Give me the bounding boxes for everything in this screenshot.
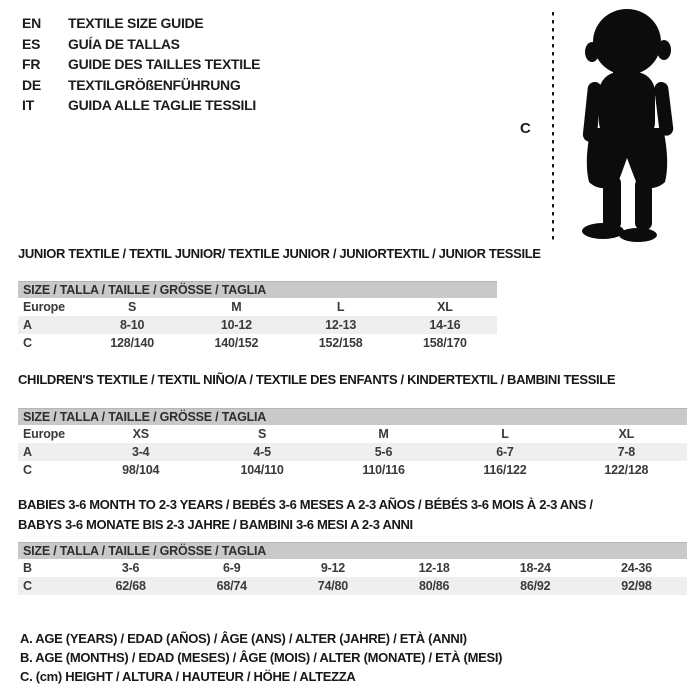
row-value: XL <box>437 300 453 314</box>
toddler-silhouette-icon <box>560 6 698 244</box>
row-value: 3-6 <box>121 561 140 575</box>
row-value: S <box>128 300 137 314</box>
section-babies <box>18 495 687 595</box>
language-code: FR <box>22 56 41 73</box>
section-title-babies <box>18 495 687 535</box>
legend-line: C. (cm) HEIGHT / ALTURA / HAUTEUR / HÖHE / ALTEZZA <box>20 669 356 684</box>
row-value: L <box>501 427 509 441</box>
row-label: Europe <box>23 300 65 314</box>
row-value: XL <box>618 427 635 441</box>
row-value: 74/80 <box>317 579 349 593</box>
row-label: C <box>23 336 32 350</box>
legend-line: A. AGE (YEARS) / EDAD (AÑOS) / ÂGE (ANS) / ALTER (JAHRE) / ETÀ (ANNI) <box>20 631 467 646</box>
row-value: XS <box>132 427 149 441</box>
size-header-bar: SIZE / TALLA / TAILLE / GRÖSSE / TAGLIA <box>18 408 687 425</box>
size-header-bar: SIZE / TALLA / TAILLE / GRÖSSE / TAGLIA <box>18 281 497 298</box>
row-value: 110/116 <box>362 463 405 477</box>
legend <box>20 629 502 686</box>
language-row-en <box>22 13 260 34</box>
row-value: 62/68 <box>115 579 146 593</box>
language-title: TEXTILE SIZE GUIDE <box>68 15 204 32</box>
row-value: 6-7 <box>496 445 514 459</box>
row-value: 9-12 <box>320 561 346 575</box>
row-label: Europe <box>23 427 65 441</box>
language-row-it <box>22 95 260 116</box>
section-title-line: BABIES 3-6 MONTH TO 2-3 YEARS / BEBÉS 3-6 MESES A 2-3 AÑOS / BÉBÉS 3-6 MOIS À 2-3 ANS / <box>18 497 593 512</box>
row-label: A <box>23 318 32 332</box>
row-value: 4-5 <box>253 445 271 459</box>
row-value: 122/128 <box>604 463 649 477</box>
language-code: IT <box>22 97 35 114</box>
row-value: 8-10 <box>120 318 145 332</box>
row-value: 7-8 <box>617 445 636 459</box>
table-row-a <box>18 443 687 461</box>
table-row-b <box>18 559 687 577</box>
language-title: GUÍA DE TALLAS <box>68 35 180 52</box>
section-title-line: JUNIOR TEXTILE / TEXTIL JUNIOR/ TEXTILE JUNIOR / JUNIORTEXTIL / JUNIOR TESSILE <box>18 246 541 261</box>
height-measure-dashed-line <box>552 12 554 242</box>
table-row-c <box>18 577 687 595</box>
row-label: C <box>23 579 32 593</box>
row-value: 104/110 <box>240 463 284 477</box>
section-junior <box>18 246 541 352</box>
row-value: 14-16 <box>429 318 461 332</box>
row-value: 12-18 <box>418 561 450 575</box>
row-value: 5-6 <box>374 445 393 459</box>
table-row-c <box>18 334 497 352</box>
table-row-europe <box>18 425 687 443</box>
language-list <box>22 13 260 116</box>
row-value: 12-13 <box>325 318 357 332</box>
section-title-children <box>18 372 687 388</box>
section-title-junior <box>18 246 541 262</box>
language-code: DE <box>22 76 42 93</box>
language-title: TEXTILGRÖßENFÜHRUNG <box>68 76 241 93</box>
row-value: 152/158 <box>318 336 363 350</box>
row-value: 98/104 <box>122 463 160 477</box>
table-row-a <box>18 316 497 334</box>
row-value: M <box>378 427 389 441</box>
row-value: 24-36 <box>620 561 652 575</box>
row-value: 92/98 <box>621 579 652 593</box>
row-label: A <box>23 445 32 459</box>
row-value: 80/86 <box>418 579 450 593</box>
table-row-europe <box>18 298 497 316</box>
row-value: S <box>258 427 267 441</box>
row-value: L <box>336 300 345 314</box>
language-row-fr <box>22 54 260 75</box>
section-title-line: BABYS 3-6 MONATE BIS 2-3 JAHRE / BAMBINI 3-6 MESI A 2-3 ANNI <box>18 517 413 532</box>
table-row-c <box>18 461 687 479</box>
section-children <box>18 372 687 479</box>
row-label: C <box>23 463 32 477</box>
language-title: GUIDE DES TAILLES TEXTILE <box>68 56 261 73</box>
row-value: 140/152 <box>214 336 259 350</box>
row-value: 128/140 <box>110 336 155 350</box>
size-table-babies <box>18 542 687 595</box>
row-value: M <box>231 300 242 314</box>
row-value: 3-4 <box>131 445 150 459</box>
size-table-children <box>18 408 687 479</box>
row-label: B <box>23 561 32 575</box>
language-code: EN <box>22 15 42 32</box>
section-title-line: CHILDREN'S TEXTILE / TEXTIL NIÑO/A / TEXTILE DES ENFANTS / KINDERTEXTIL / BAMBINI TESSILE <box>18 372 616 387</box>
language-row-es <box>22 34 260 55</box>
row-value: 68/74 <box>216 579 247 593</box>
row-value: 158/170 <box>422 336 467 350</box>
language-row-de <box>22 75 260 96</box>
language-code: ES <box>22 35 41 52</box>
row-value: 116/122 <box>483 463 527 477</box>
row-value: 6-9 <box>223 561 241 575</box>
row-value: 10-12 <box>220 318 252 332</box>
language-title: GUIDA ALLE TAGLIE TESSILI <box>68 97 256 114</box>
legend-line: B. AGE (MONTHS) / EDAD (MESES) / ÂGE (MOIS) / ALTER (MONATE) / ETÀ (MESI) <box>20 650 503 665</box>
size-header-bar: SIZE / TALLA / TAILLE / GRÖSSE / TAGLIA <box>18 542 687 559</box>
row-value: 86/92 <box>520 579 551 593</box>
row-value: 18-24 <box>519 561 551 575</box>
size-table-junior <box>18 281 497 352</box>
height-measure-label: C <box>520 120 531 137</box>
